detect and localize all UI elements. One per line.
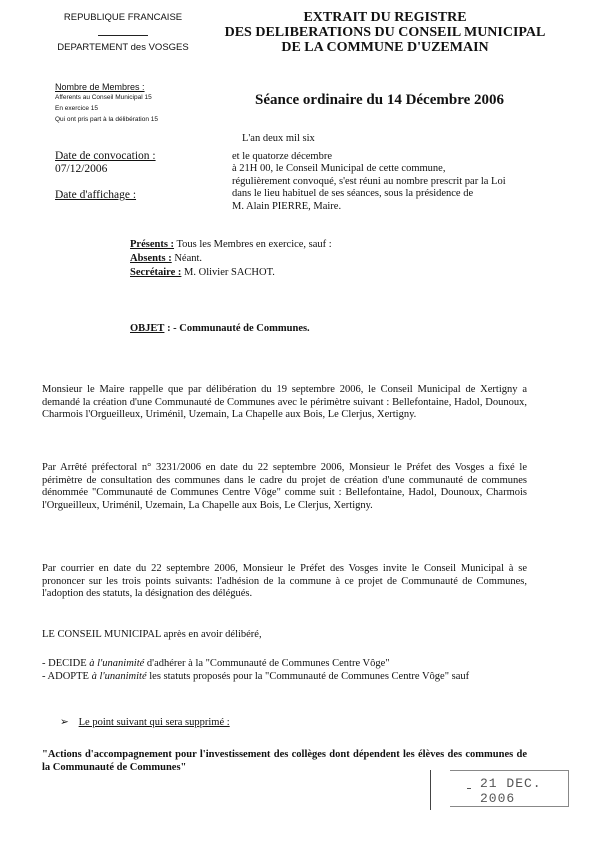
members-block: [55, 82, 158, 125]
arrow-bullet-icon: ➢: [60, 717, 69, 728]
presents-label: Présents :: [130, 239, 175, 250]
intro-line-2: et le quatorze décembre: [232, 150, 332, 162]
decision-1-verb: - DECIDE: [42, 658, 90, 669]
members-label: Nombre de Membres :: [55, 82, 145, 92]
stamp-left-border: [430, 770, 431, 810]
intro-block: [232, 133, 572, 214]
affichage-label: Date d'affichage :: [55, 189, 137, 201]
absents-label: Absents :: [130, 253, 172, 264]
intro-line-5: dans le lieu habituel de ses séances, sous la présidence de: [232, 188, 474, 200]
intro-line-4: régulièrement convoqué, s'est réuni au nombre prescrit par la Loi: [232, 175, 506, 187]
seance-title: Séance ordinaire du 14 Décembre 2006: [255, 92, 505, 108]
title-line-3: DE LA COMMUNE D'UZEMAIN: [281, 40, 489, 55]
stamp-top-border: [450, 770, 568, 771]
stamp-date: 21 DEC. 2006: [480, 776, 542, 806]
convocation-date: 07/12/2006: [55, 163, 108, 175]
intro-line-6: M. Alain PIERRE, Maire.: [232, 200, 342, 212]
decision-2-verb: - ADOPTE: [42, 670, 92, 682]
decision-1-text: d'adhérer à la "Communauté de Communes Centre Vôge": [144, 658, 390, 669]
paragraph-2: Par Arrêté préfectoral n° 3231/2006 en date du 22 septembre 2006, Monsieur le Préfet des Vosges a fixé le périmètre de consultation des communes dans le cadre du projet de création d'une communauté de communes dénommée "Communauté de Communes Centre Vôge" comme suit : Bellefontaine, Hadol, Dounoux, Charmois l'Orgueilleux, Uriménil, Uzemain, La Chapelle aux Bois, Le Clerjus, Xertigny.: [42, 462, 527, 512]
decisions-block: [42, 658, 527, 683]
presents-value: Tous les Membres en exercice, sauf :: [176, 239, 332, 250]
members-afferents: Afferents au Conseil Municipal 15: [55, 94, 152, 101]
decision-1: [42, 658, 527, 671]
objet-value: : - Communauté de Communes.: [167, 323, 310, 334]
presence-block: [130, 238, 332, 280]
received-date-stamp: [430, 770, 580, 812]
intro-line-3: à 21H 00, le Conseil Municipal de cette commune,: [232, 163, 446, 175]
decision-2: [42, 671, 527, 684]
quoted-point: "Actions d'accompagnement pour l'investissement des collèges dont dépendent les élèves des communes de la Communauté de Communes": [42, 749, 527, 773]
objet-label: OBJET: [130, 323, 165, 334]
department-label: DEPARTEMENT des VOSGES: [57, 42, 189, 53]
paragraph-3: Par courrier en date du 22 septembre 2006, Monsieur le Préfet des Vosges invite le Conseil Municipal à se prononcer sur les trois points suivants: l'adhésion de la commune à ce projet de Communauté de Communes, l'adoption des statuts, la désignation des délégués.: [42, 563, 527, 600]
point-line: [60, 716, 230, 728]
stamp-bottom-border: [450, 806, 568, 807]
stamp-tick: [467, 788, 471, 789]
title-line-2: DES DELIBERATIONS DU CONSEIL MUNICIPAL: [224, 25, 546, 40]
header-left: [48, 12, 198, 53]
dates-block: [55, 150, 156, 202]
decision-2-unanimity: à l'unanimité: [91, 670, 147, 682]
paragraph-1: Monsieur le Maire rappelle que par délibération du 19 septembre 2006, le Conseil Municipal de Xertigny a demandé la création d'une Communauté de Communes avec le périmètre suivant : Bellefontaine, Hadol, Dounoux, Charmois l'Orgueilleux, Uriménil, Uzemain, La Chapelle aux Bois, Le Clerjus, Xertigny.: [42, 384, 527, 421]
title-line-1: EXTRAIT DU REGISTRE: [303, 10, 467, 25]
members-exercice: En exercice 15: [55, 105, 98, 112]
members-participants: Qui ont pris part à la délibération 15: [55, 116, 158, 123]
absents-value: Néant.: [174, 253, 203, 264]
secretaire-label: Secrétaire :: [130, 267, 182, 278]
document-title: [200, 10, 570, 55]
decision-1-unanimity: à l'unanimité: [89, 658, 145, 669]
header-divider: [98, 35, 148, 36]
secretaire-value: M. Olivier SACHOT.: [184, 267, 275, 278]
point-text: Le point suivant qui sera supprimé :: [78, 717, 230, 728]
objet-line: [130, 323, 310, 334]
republic-label: REPUBLIQUE FRANCAISE: [63, 12, 183, 23]
council-statement: LE CONSEIL MUNICIPAL après en avoir délibéré,: [42, 629, 262, 640]
intro-line-1: L'an deux mil six: [242, 133, 315, 144]
convocation-label: Date de convocation :: [55, 150, 156, 162]
decision-2-text: les statuts proposés pour la "Communauté de Communes Centre Vôge" sauf: [146, 670, 470, 682]
